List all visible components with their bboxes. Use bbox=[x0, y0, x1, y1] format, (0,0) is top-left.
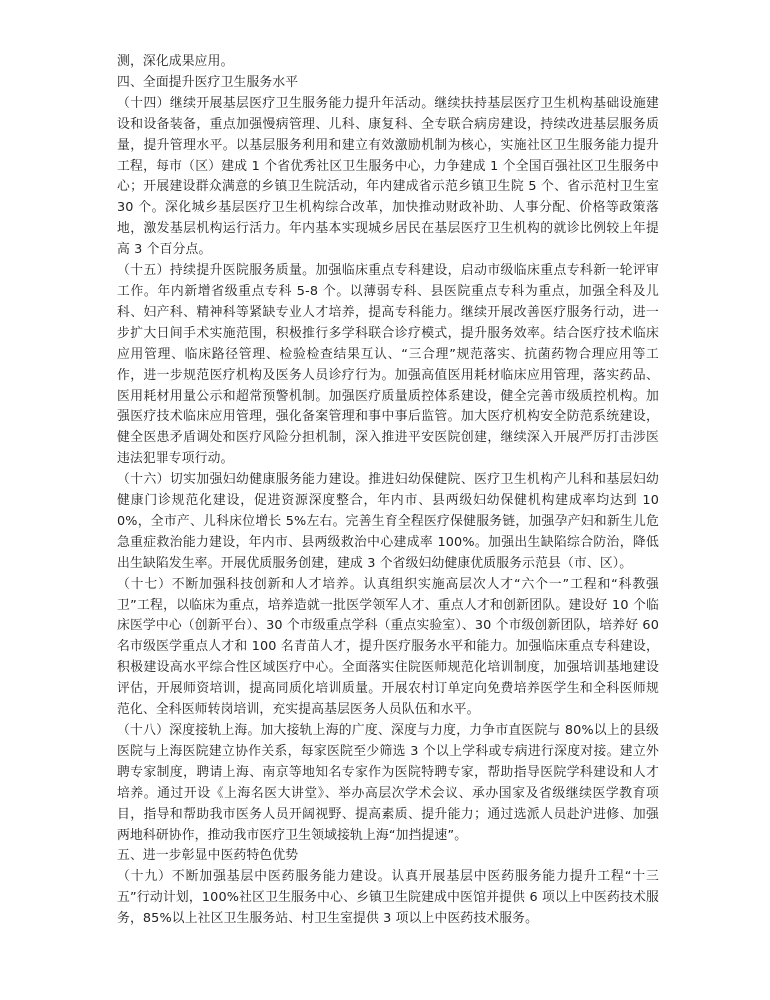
paragraph-continuation: 测，深化成果应用。 bbox=[117, 54, 234, 69]
document-body bbox=[117, 52, 659, 930]
paragraph-17: （十七）不断加强科技创新和人才培养。认真组织实施高层次人才“六个一”工程和“科教强卫”工程，以临床为重点，培养造就一批医学领军人才、重点人才和创新团队。建设好 10 个临床医学中心（创新平台）、30 个市级重点学科（重点实验室）、30 个市级创新团队，培养好 60 名市级医学重点人才和 100 名青苗人才，提升医疗服务水平和能力。加强临床重点专科建设，积极建设高水平综合性区域医疗中心。全面落实住院医师规范化培训制度，加强培训基地建设评估，开展师资培训，提高同质化培训质量。开展农村订单定向免费培养医学生和全科医师规范化、全科医师转岗培训，充实提高基层医务人员队伍和水平。 bbox=[117, 576, 659, 718]
paragraph-19: （十九）不断加强基层中医药服务能力建设。认真开展基层中医药服务能力提升工程“十三五”行动计划，100%社区卫生服务中心、乡镇卫生院建成中医馆并提供 6 项以上中医药技术服务，85%以上社区卫生服务站、村卫生室提供 3 项以上中医药技术服务。 bbox=[117, 869, 659, 927]
paragraph-15: （十五）持续提升医院服务质量。加强临床重点专科建设，启动市级临床重点专科新一轮评审工作。年内新增省级重点专科 5-8 个。以薄弱专科、县医院重点专科为重点，加强全科及儿科、妇产科、精神科等紧缺专业人才培养，提高专科能力。继续开展改善医疗服务行动，进一步扩大日间手术实施范围，积极推行多学科联合诊疗模式，提升服务效率。结合医疗技术临床应用管理、临床路径管理、检验检查结果互认、“三合理”规范落实、抗菌药物合理应用等工作，进一步规范医疗机构及医务人员诊疗行为。加强高值医用耗材临床应用管理，落实药品、医用耗材用量公示和超常预警机制。加强医疗质量质控体系建设，健全完善市级质控机构。加强医疗技术临床应用管理，强化备案管理和事中事后监管。加大医疗机构安全防范系统建设，健全医患矛盾调处和医疗风险分担机制，深入推进平安医院创建，继续深入开展严厉打击涉医违法犯罪专项行动。 bbox=[117, 263, 659, 467]
paragraph-18: （十八）深度接轨上海。加大接轨上海的广度、深度与力度，力争市直医院与 80%以上的县级医院与上海医院建立协作关系，每家医院至少筛选 3 个以上学科或专病进行深度对接。建立外聘专家制度，聘请上海、南京等地知名专家作为医院特聘专家，帮助指导医院学科建设和人才培养。通过开设《上海名医大讲堂》、举办高层次学术会议、承办国家及省级继续医学教育项目，指导和帮助我市医务人员开阔视野、提高素质、提升能力；通过选派人员赴沪进修、加强两地科研协作，推动我市医疗卫生领域接轨上海“加挡提速”。 bbox=[117, 723, 659, 843]
section-heading-5: 五、进一步彰显中医药特色优势 bbox=[117, 848, 299, 864]
section-heading-4: 四、全面提升医疗卫生服务水平 bbox=[117, 74, 299, 90]
paragraph-14: （十四）继续开展基层医疗卫生服务能力提升年活动。继续扶持基层医疗卫生机构基础设施建设和设备装备，重点加强慢病管理、儿科、康复科、全专联合病房建设，持续改进基层服务质量，提升管理水平。以基层服务利用和建立有效激励机制为核心，实施社区卫生服务能力提升工程，每市（区）建成 1 个省优秀社区卫生服务中心，力争建成 1 个全国百强社区卫生服务中心；开展建设群众满意的乡镇卫生院活动，年内建成省示范乡镇卫生院 5 个、省示范村卫生室 30 个。深化城乡基层医疗卫生机构综合改革，加快推动财政补助、人事分配、价格等政策落地，激发基层机构运行活力。年内基本实现城乡居民在基层医疗卫生机构的就诊比例较上年提高 3 个百分点。 bbox=[117, 95, 659, 258]
paragraph-16: （十六）切实加强妇幼健康服务能力建设。推进妇幼保健院、医疗卫生机构产儿科和基层妇幼健康门诊规范化建设，促进资源深度整合，年内市、县两级妇幼保健机构建成率均达到 100%，全市产、儿科床位增长 5%左右。完善生育全程医疗保健服务链，加强孕产妇和新生儿危急重症救治能力建设，年内市、县两级救治中心建成率 100%。加强出生缺陷综合防治，降低出生缺陷发生率。开展优质服务创建，建成 3 个省级妇幼健康优质服务示范县（市、区）。 bbox=[117, 472, 659, 571]
